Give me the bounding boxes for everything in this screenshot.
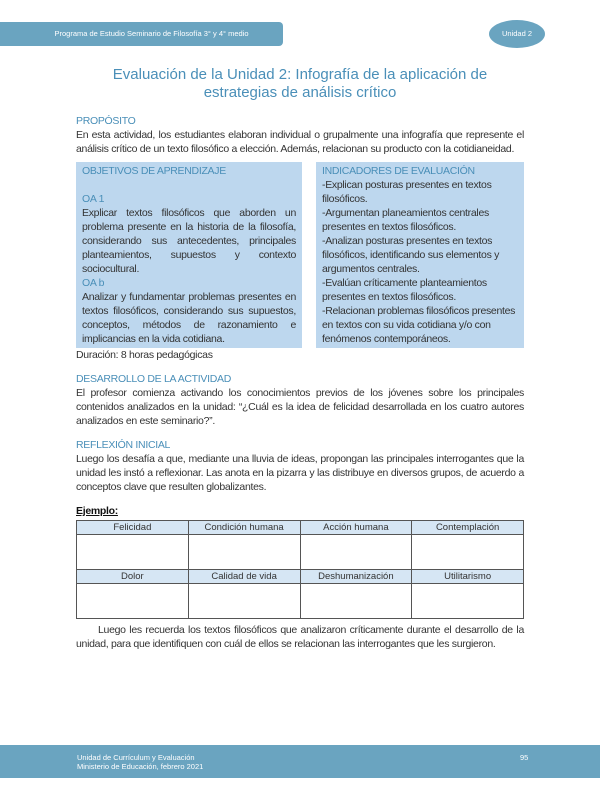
table-cell xyxy=(188,584,300,619)
oa1-text: Explicar textos filosóficos que aborden un problema presente en la historia de la filosofía, considerando sus antecedentes, principales planteamientos, supuestos y contexto sociocultural. xyxy=(82,207,296,275)
desarrollo-text: El profesor comienza activando los conocimientos previos de los jóvenes sobre los principales contenidos analizados en la unidad: “¿Cuál es la idea de felicidad desarrollada en los cuatro autores analizados en este seminario?”. xyxy=(76,387,524,427)
table-header-cell: Acción humana xyxy=(300,521,412,535)
ejemplo-table xyxy=(76,520,524,619)
indicador-item: -Argumentan planeamientos centrales presentes en textos filosóficos. xyxy=(322,207,489,233)
program-header: Programa de Estudio Seminario de Filosofía 3° y 4° medio xyxy=(0,22,283,46)
table-header-cell: Felicidad xyxy=(77,521,189,535)
duracion: Duración: 8 horas pedagógicas xyxy=(76,349,213,361)
objetivos-heading: OBJETIVOS DE APRENDIZAJE xyxy=(82,165,226,177)
table-cell xyxy=(77,584,189,619)
footer-line1: Unidad de Currículum y Evaluación xyxy=(77,753,195,762)
page-header xyxy=(0,0,600,66)
desarrollo-heading: DESARROLLO DE LA ACTIVIDAD xyxy=(76,373,232,385)
indicadores-heading: INDICADORES DE EVALUACIÓN xyxy=(322,165,475,177)
page-content xyxy=(0,66,600,661)
objectives-indicators xyxy=(76,162,524,348)
table-header-cell: Calidad de vida xyxy=(188,570,300,584)
objetivos-box xyxy=(76,162,302,348)
unit-badge: Unidad 2 xyxy=(489,20,545,48)
table-cell xyxy=(300,584,412,619)
table-cell xyxy=(412,584,524,619)
footer xyxy=(0,745,600,778)
reflexion-heading: REFLEXIÓN INICIAL xyxy=(76,439,171,451)
proposito-text: En esta actividad, los estudiantes elaboran individual o grupalmente una infografía que represente el análisis crítico de un texto filosófico a elección. Además, relacionan su producto con la cotidianeidad. xyxy=(76,129,524,155)
table-header-cell: Utilitarismo xyxy=(412,570,524,584)
proposito-heading: PROPÓSITO xyxy=(76,115,136,127)
reflexion-text: Luego los desafía a que, mediante una lluvia de ideas, propongan las principales interrogantes que la unidad les instó a reflexionar. Las anota en la pizarra y las distribuye en diversos grupos, de acuerdo a conceptos clave que resulten globalizantes. xyxy=(76,453,524,493)
page-title: Evaluación de la Unidad 2: Infografía de la aplicación de estrategias de análisis crítico xyxy=(112,66,488,101)
indicador-item: -Explican posturas presentes en textos filosóficos. xyxy=(322,179,492,205)
cierre-text: Luego les recuerda los textos filosóficos que analizaron críticamente durante el desarrollo de la unidad, para que identifiquen con cuál de ellos se relacionan las interrogantes que les surgieron. xyxy=(76,624,524,650)
ejemplo-label: Ejemplo: xyxy=(76,505,118,517)
indicador-item: -Analizan posturas presentes en textos filosóficos, identificando sus elementos y argumentos centrales. xyxy=(322,235,500,275)
table-cell xyxy=(412,535,524,570)
table-cell xyxy=(188,535,300,570)
table-header-cell: Dolor xyxy=(77,570,189,584)
footer-line2: Ministerio de Educación, febrero 2021 xyxy=(77,762,204,771)
indicador-item: -Relacionan problemas filosóficos presentes en textos con su vida cotidiana y/o con fenómenos contemporáneos. xyxy=(322,305,516,345)
table-header-cell: Condición humana xyxy=(188,521,300,535)
table-cell xyxy=(300,535,412,570)
page-number: 95 xyxy=(520,753,529,762)
indicador-item: -Evalúan críticamente planteamientos presentes en textos filosóficos. xyxy=(322,277,487,303)
oab-text: Analizar y fundamentar problemas presentes en textos filosóficos, considerando sus supuestos, conceptos, métodos de razonamiento e implicancias en la vida cotidiana. xyxy=(82,291,296,345)
oa1-label: OA 1 xyxy=(82,193,105,205)
table-cell xyxy=(77,535,189,570)
oab-label: OA b xyxy=(82,277,105,289)
table-header-cell: Contemplación xyxy=(412,521,524,535)
table-header-cell: Deshumanización xyxy=(300,570,412,584)
indicadores-box xyxy=(316,162,524,348)
